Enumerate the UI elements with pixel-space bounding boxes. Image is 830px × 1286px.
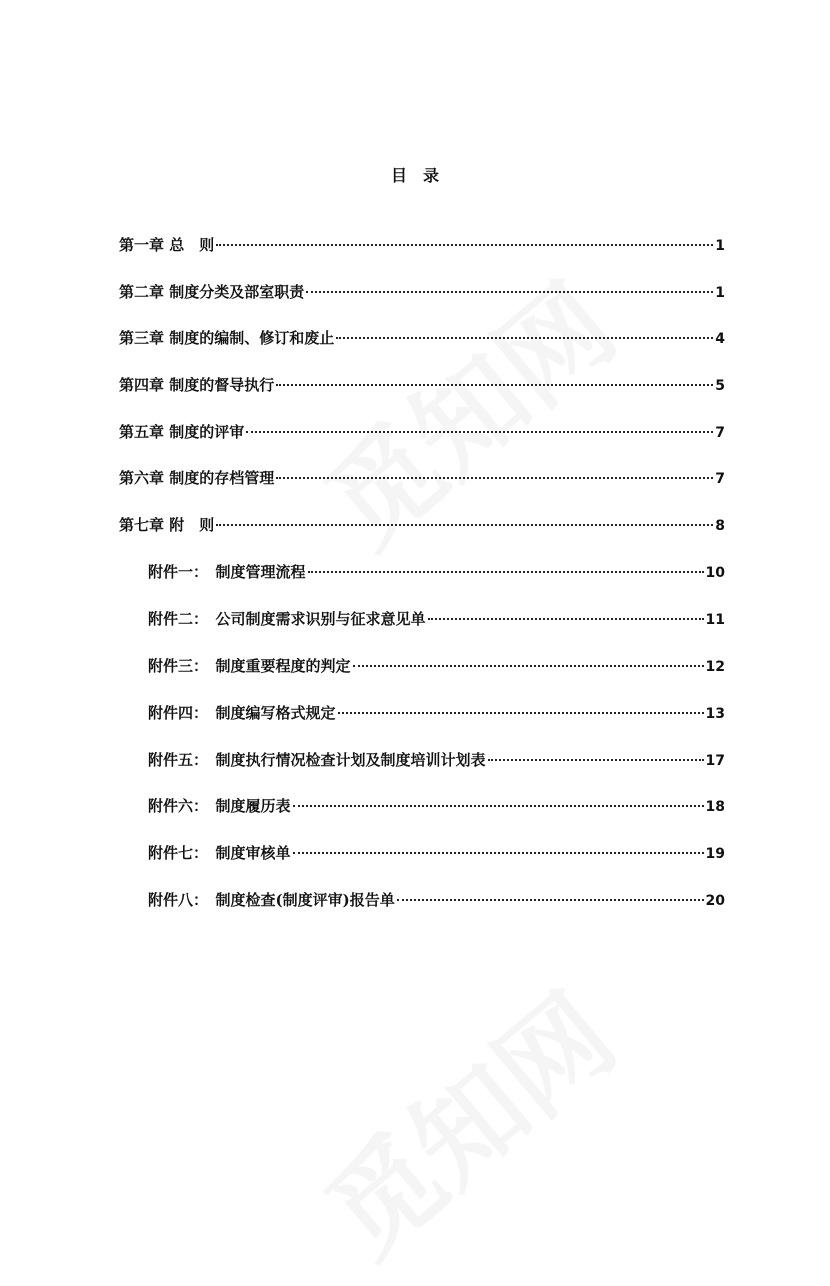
toc-entry-label: 附件六： 制度履历表	[148, 797, 291, 815]
toc-page-number: 10	[705, 565, 725, 581]
leader-dots	[293, 852, 704, 854]
toc-entry-label: 第六章 制度的存档管理	[119, 469, 275, 487]
toc-page-number: 7	[715, 471, 725, 487]
toc-entry-label: 第四章 制度的督导执行	[119, 376, 275, 394]
leader-dots	[293, 805, 704, 807]
toc-appendix-entry[interactable]	[148, 749, 725, 771]
leader-dots	[216, 524, 713, 526]
watermark: 觅知网	[303, 260, 639, 571]
toc-page-number: 8	[715, 518, 725, 534]
toc-entry[interactable]	[119, 374, 725, 396]
toc-appendix-entry[interactable]	[148, 655, 725, 677]
toc-appendix-entry[interactable]	[148, 795, 725, 817]
toc-entry-label: 第三章 制度的编制、修订和废止	[119, 329, 335, 347]
toc-entry-label: 附件八： 制度检查(制度评审)报告单	[148, 891, 395, 909]
toc-page-number: 18	[705, 799, 725, 815]
leader-dots	[336, 337, 713, 339]
toc-entry[interactable]	[119, 467, 725, 489]
toc-entry[interactable]	[119, 234, 725, 256]
toc-page-number: 7	[715, 425, 725, 441]
toc-entry-label: 第一章 总 则	[119, 236, 215, 254]
toc-page-number: 13	[705, 706, 725, 722]
toc-page-number: 5	[715, 378, 725, 394]
toc-page-number: 11	[705, 612, 725, 628]
toc-page-number: 4	[715, 331, 725, 347]
toc-appendix-entry[interactable]	[148, 702, 725, 724]
leader-dots	[276, 477, 713, 479]
toc-entry[interactable]	[119, 281, 725, 303]
toc-entry-label: 第二章 制度分类及部室职责	[119, 283, 305, 301]
toc-page-number: 20	[705, 893, 725, 909]
toc-entry[interactable]	[119, 421, 725, 443]
toc-appendix-entry[interactable]	[148, 561, 725, 583]
leader-dots	[246, 431, 713, 433]
leader-dots	[306, 291, 713, 293]
toc-page-number: 19	[705, 846, 725, 862]
toc-entry-label: 附件一： 制度管理流程	[148, 563, 306, 581]
leader-dots	[276, 384, 713, 386]
leader-dots	[216, 244, 713, 246]
toc-appendix-entry[interactable]	[148, 842, 725, 864]
toc-entry-label: 第五章 制度的评审	[119, 423, 245, 441]
leader-dots	[338, 712, 704, 714]
toc-page-number: 1	[715, 238, 725, 254]
toc-page-number: 12	[705, 659, 725, 675]
toc-appendix-entry[interactable]	[148, 608, 725, 630]
toc-entry-label: 附件四： 制度编写格式规定	[148, 704, 336, 722]
toc-page-number: 17	[705, 753, 725, 769]
watermark: 觅知网	[303, 970, 639, 1281]
leader-dots	[488, 759, 704, 761]
toc-entry[interactable]	[119, 514, 725, 536]
toc-title: 目 录	[390, 166, 439, 185]
toc-entry-label: 第七章 附 则	[119, 516, 215, 534]
leader-dots	[353, 665, 704, 667]
leader-dots	[308, 571, 704, 573]
toc-entry[interactable]	[119, 327, 725, 349]
toc-entry-label: 附件五： 制度执行情况检查计划及制度培训计划表	[148, 751, 486, 769]
toc-entry-label: 附件七： 制度审核单	[148, 844, 291, 862]
toc-appendix-entry[interactable]	[148, 889, 725, 911]
toc-page-number: 1	[715, 285, 725, 301]
leader-dots	[428, 618, 704, 620]
toc-entry-label: 附件二： 公司制度需求识别与征求意见单	[148, 610, 426, 628]
toc-entry-label: 附件三： 制度重要程度的判定	[148, 657, 351, 675]
leader-dots	[397, 899, 704, 901]
